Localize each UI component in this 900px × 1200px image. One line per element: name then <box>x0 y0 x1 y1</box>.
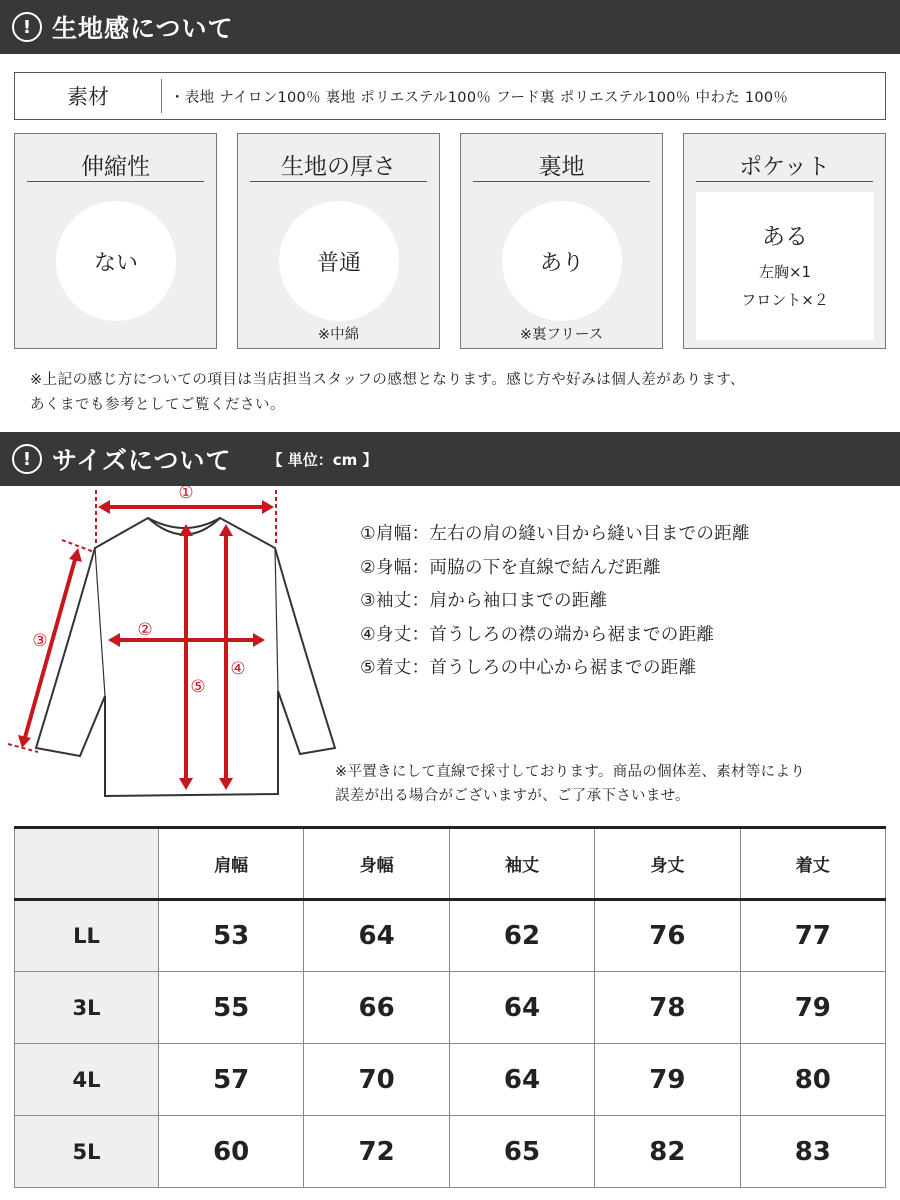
card-divider <box>27 181 204 182</box>
header-sleeve: 袖丈 <box>449 828 594 900</box>
table-cell: 62 <box>449 900 594 972</box>
size-label: LL <box>15 900 159 972</box>
definition-line: ②身幅：両脇の下を直線で結んだ距離 <box>360 557 661 578</box>
table-row <box>15 1044 886 1116</box>
pocket-value: ある <box>762 224 808 250</box>
size-section-header <box>0 432 900 486</box>
table-cell: 64 <box>449 1044 594 1116</box>
card-title: 裏地 <box>538 154 585 180</box>
disclaimer-line: あくまでも参考としてご覧ください。 <box>30 397 285 413</box>
pocket-detail-box <box>696 192 874 340</box>
definition-line: ③袖丈：肩から袖口までの距離 <box>360 591 608 611</box>
sleeve-arrowhead-top <box>69 548 82 562</box>
card-note: ※中綿 <box>317 327 360 343</box>
material-label: 素材 <box>67 85 109 109</box>
fabric-disclaimer <box>30 368 745 418</box>
table-cell: 79 <box>595 1044 740 1116</box>
label-shoulder: ① <box>178 486 194 503</box>
card-value-circle: 普通 <box>279 201 399 321</box>
table-cell: 72 <box>304 1116 449 1188</box>
fabric-section-header <box>0 0 900 54</box>
measurement-note <box>335 760 805 808</box>
table-cell: 60 <box>159 1116 304 1188</box>
shoulder-arrowhead-left <box>98 500 110 514</box>
size-table <box>14 826 886 1188</box>
card-title: 伸縮性 <box>81 154 150 180</box>
card-value-circle: あり <box>502 201 622 321</box>
size-label: 5L <box>15 1116 159 1188</box>
table-cell: 78 <box>595 972 740 1044</box>
table-cell: 65 <box>449 1116 594 1188</box>
table-cell: 76 <box>595 900 740 972</box>
card-title: 生地の厚さ <box>281 154 396 180</box>
size-label: 3L <box>15 972 159 1044</box>
definition-line: ⑤着丈：首うしろの中心から裾までの距離 <box>360 658 697 678</box>
pocket-card <box>683 133 886 349</box>
table-cell: 77 <box>740 900 885 972</box>
table-cell: 57 <box>159 1044 304 1116</box>
pocket-detail-line: フロント×２ <box>741 291 829 309</box>
label-width: ② <box>137 620 153 640</box>
table-row <box>15 1116 886 1188</box>
table-cell: 70 <box>304 1044 449 1116</box>
header-body-width: 身幅 <box>304 828 449 900</box>
definition-line: ④身丈：首うしろの襟の端から裾までの距離 <box>360 624 715 645</box>
size-section-title: サイズについて <box>52 446 232 475</box>
header-shoulder: 肩幅 <box>159 828 304 900</box>
table-cell: 55 <box>159 972 304 1044</box>
lining-card <box>460 133 663 349</box>
material-row <box>14 72 886 120</box>
card-divider <box>250 181 427 182</box>
material-value: ・表地 ナイロン100％ 裏地 ポリエステル100％ フード裏 ポリエステル100％ 中わた 100％ <box>170 89 789 106</box>
note-line: ※平置きにして直線で採寸しております。商品の個体差、素材等により <box>335 764 806 780</box>
definition-line: ①肩幅：左右の肩の縫い目から縫い目までの距離 <box>360 524 750 544</box>
card-note: ※裏フリース <box>519 327 604 343</box>
header-total-length: 着丈 <box>740 828 885 900</box>
label-sleeve: ③ <box>32 631 48 651</box>
table-cell: 66 <box>304 972 449 1044</box>
table-cell: 82 <box>595 1116 740 1188</box>
table-cell: 80 <box>740 1044 885 1116</box>
card-value-circle: ない <box>56 201 176 321</box>
unit-label: 【 単位：cm 】 <box>267 450 378 469</box>
table-header-row <box>15 828 886 900</box>
thickness-card <box>237 133 440 349</box>
table-row <box>15 900 886 972</box>
exclamation-icon: ! <box>12 12 42 42</box>
table-cell: 64 <box>304 900 449 972</box>
table-cell: 83 <box>740 1116 885 1188</box>
card-divider <box>696 181 873 182</box>
garment-measurement-diagram <box>0 486 345 811</box>
stretch-card <box>14 133 217 349</box>
size-label: 4L <box>15 1044 159 1116</box>
table-cell: 64 <box>449 972 594 1044</box>
disclaimer-line: ※上記の感じ方についての項目は当店担当スタッフの感想となります。感じ方や好みは個人差があります、 <box>30 372 746 388</box>
table-corner <box>15 828 159 900</box>
header-body-length: 身丈 <box>595 828 740 900</box>
table-cell: 79 <box>740 972 885 1044</box>
card-title: ポケット <box>739 154 830 180</box>
fabric-section-title: 生地感について <box>52 14 234 43</box>
pocket-detail-line: 左胸×1 <box>758 263 812 281</box>
table-cell: 53 <box>159 900 304 972</box>
table-row <box>15 972 886 1044</box>
label-body-length: ④ <box>230 659 246 679</box>
sleeve-arrowhead-bottom <box>18 735 31 748</box>
exclamation-icon: ! <box>12 444 42 474</box>
measurement-definitions <box>360 518 750 686</box>
note-line: 誤差が出る場合がございますが、ご了承下さいませ。 <box>335 788 690 804</box>
card-divider <box>473 181 650 182</box>
shoulder-arrowhead-right <box>262 500 274 514</box>
label-total-length: ⑤ <box>190 677 206 697</box>
